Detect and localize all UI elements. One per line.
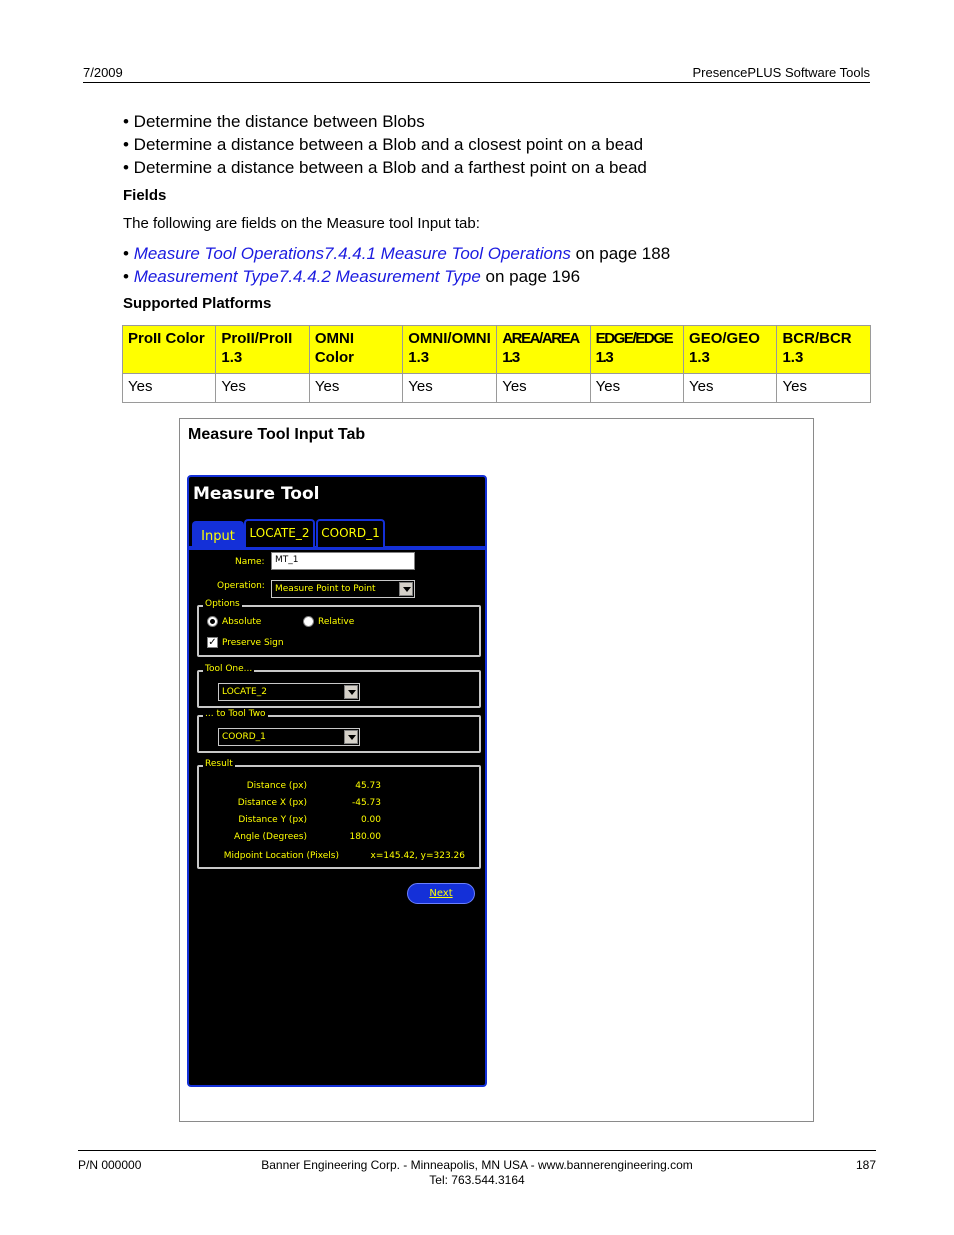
chevron-down-icon[interactable] bbox=[344, 730, 358, 744]
result-value: -45.73 bbox=[351, 798, 381, 808]
chevron-down-icon[interactable] bbox=[399, 582, 413, 596]
result-label: Midpoint Location (Pixels) bbox=[223, 851, 339, 861]
result-label: Distance (px) bbox=[246, 781, 307, 791]
table-cell: Yes bbox=[777, 374, 871, 403]
relative-radio[interactable] bbox=[303, 616, 314, 627]
table-header-cell: OMNI Color bbox=[309, 326, 402, 374]
footer-tel: Tel: 763.544.3164 bbox=[429, 1173, 525, 1187]
table-header-cell: ProII Color bbox=[123, 326, 216, 374]
result-label: Distance X (px) bbox=[237, 798, 307, 808]
link-page-ref: on page 188 bbox=[570, 244, 671, 263]
name-label: Name: bbox=[235, 557, 265, 567]
operation-label: Operation: bbox=[217, 581, 265, 591]
tool-two-value: COORD_1 bbox=[222, 732, 266, 742]
table-header-cell: AREA/AREA 1.3 bbox=[497, 326, 590, 374]
link-page-ref: on page 196 bbox=[480, 267, 581, 286]
link-bullet: • bbox=[123, 267, 134, 286]
tool-one-select[interactable] bbox=[218, 683, 360, 701]
table-header-cell: EDGE/EDGE 1.3 bbox=[590, 326, 683, 374]
table-cell: Yes bbox=[123, 374, 216, 403]
footer-company bbox=[200, 1158, 754, 1188]
link-list bbox=[123, 242, 670, 288]
header-rule bbox=[83, 82, 870, 83]
name-input[interactable]: MT_1 bbox=[271, 552, 415, 570]
preserve-sign-checkbox[interactable]: ✓ bbox=[208, 637, 217, 648]
bullet-item: • Determine a distance between a Blob and a farthest point on a bead bbox=[123, 158, 647, 177]
tool-two-group bbox=[197, 709, 481, 753]
table-cell: Yes bbox=[403, 374, 497, 403]
result-value: x=145.42, y=323.26 bbox=[370, 851, 465, 861]
table-header-cell: OMNI/OMNI 1.3 bbox=[403, 326, 497, 374]
bullet-item: • Determine the distance between Blobs bbox=[123, 112, 425, 131]
result-group bbox=[197, 759, 481, 869]
result-value: 0.00 bbox=[360, 815, 381, 825]
link-item bbox=[123, 265, 670, 288]
table-cell: Yes bbox=[309, 374, 402, 403]
figure-frame bbox=[179, 418, 814, 1122]
options-caption: Options bbox=[205, 599, 240, 609]
table-cell: Yes bbox=[497, 374, 590, 403]
fields-heading: Fields bbox=[123, 187, 167, 204]
result-caption: Result bbox=[205, 759, 233, 769]
bullet-item: • Determine a distance between a Blob and a closest point on a bead bbox=[123, 135, 644, 154]
tab-coord-1[interactable]: COORD_1 bbox=[316, 519, 385, 547]
measure-tool-operations-link[interactable]: Measure Tool Operations7.4.4.1 Measure Tool Operations bbox=[133, 244, 571, 263]
header-date: 7/2009 bbox=[83, 65, 123, 80]
table-header-cell: BCR/BCR 1.3 bbox=[777, 326, 871, 374]
table-row bbox=[123, 374, 871, 403]
result-value: 45.73 bbox=[355, 781, 381, 791]
footer-rule bbox=[78, 1150, 876, 1151]
footer-company-line: Banner Engineering Corp. - Minneapolis, MN USA - www.bannerengineering.com bbox=[261, 1158, 693, 1172]
tab-input[interactable]: Input bbox=[192, 521, 244, 549]
table-header-cell: ProII/ProII 1.3 bbox=[216, 326, 309, 374]
operation-select[interactable] bbox=[271, 580, 415, 598]
bullet-list bbox=[123, 110, 647, 179]
figure-caption: Measure Tool Input Tab bbox=[188, 426, 366, 443]
table-header-row bbox=[123, 326, 871, 374]
link-item bbox=[123, 242, 670, 265]
table-cell: Yes bbox=[216, 374, 309, 403]
result-label: Angle (Degrees) bbox=[234, 832, 307, 842]
tool-one-caption: Tool One... bbox=[205, 664, 253, 674]
link-bullet: • bbox=[123, 244, 134, 263]
tool-two-caption: ... to Tool Two bbox=[205, 709, 266, 719]
tool-one-group bbox=[197, 664, 481, 708]
footer-page-number: 187 bbox=[855, 1158, 876, 1172]
footer-part-number: P/N 000000 bbox=[78, 1158, 142, 1172]
tab-locate-2[interactable]: LOCATE_2 bbox=[244, 519, 315, 547]
relative-label: Relative bbox=[318, 617, 355, 627]
operation-value: Measure Point to Point bbox=[275, 584, 376, 594]
tool-one-value: LOCATE_2 bbox=[222, 687, 267, 697]
result-label: Distance Y (px) bbox=[238, 815, 307, 825]
tool-two-select[interactable] bbox=[218, 728, 360, 746]
platforms-heading: Supported Platforms bbox=[123, 295, 272, 312]
fields-intro: The following are fields on the Measure tool Input tab: bbox=[123, 215, 480, 232]
table-cell: Yes bbox=[590, 374, 683, 403]
absolute-radio[interactable] bbox=[207, 616, 218, 627]
next-button[interactable]: Next bbox=[407, 883, 475, 904]
options-group bbox=[197, 599, 481, 657]
absolute-label: Absolute bbox=[222, 617, 262, 627]
header-section: PresencePLUS Software Tools bbox=[692, 65, 870, 80]
chevron-down-icon[interactable] bbox=[344, 685, 358, 699]
measure-tool-window bbox=[187, 475, 487, 1087]
table-header-cell: GEO/GEO 1.3 bbox=[684, 326, 777, 374]
measurement-type-link[interactable]: Measurement Type7.4.4.2 Measurement Type bbox=[133, 267, 481, 286]
result-value: 180.00 bbox=[349, 832, 381, 842]
platforms-table bbox=[122, 325, 871, 403]
table-cell: Yes bbox=[684, 374, 777, 403]
window-title: Measure Tool bbox=[193, 484, 320, 504]
preserve-sign-label: Preserve Sign bbox=[222, 638, 284, 648]
